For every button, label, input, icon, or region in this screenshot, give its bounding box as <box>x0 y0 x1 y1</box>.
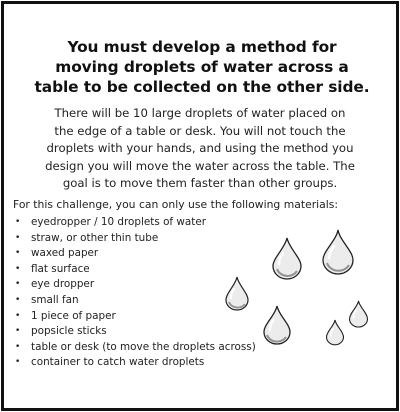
bullet-icon: • <box>15 248 21 259</box>
bullet-icon: • <box>15 263 21 274</box>
bullet-icon: • <box>15 279 21 290</box>
bullet-icon: • <box>15 357 21 368</box>
title-line: table to be collected on the other side. <box>34 78 370 96</box>
material-label: eyedropper / 10 droplets of water <box>31 216 207 228</box>
description-line: There will be 10 large droplets of water placed on <box>54 106 346 120</box>
material-item <box>11 231 256 247</box>
material-item <box>11 277 256 293</box>
material-label: small fan <box>31 293 79 306</box>
material-item <box>11 293 256 309</box>
bullet-icon: • <box>15 341 21 352</box>
material-label: straw, or other thin tube <box>31 231 159 244</box>
material-item <box>11 262 256 278</box>
water-droplet-icon <box>325 319 345 346</box>
bullet-icon: • <box>15 217 21 227</box>
description-line: design you will move the water across the table. The <box>45 158 355 173</box>
description-line: goal is to move them faster than other groups. <box>62 176 338 191</box>
water-droplet-icon <box>224 276 250 311</box>
water-droplet-icon <box>321 229 355 275</box>
challenge-card <box>1 1 399 411</box>
challenge-description <box>10 105 390 193</box>
challenge-title <box>14 37 390 97</box>
bullet-icon: • <box>15 294 21 305</box>
material-label: container to catch water droplets <box>31 356 205 369</box>
materials-list <box>11 215 256 371</box>
bullet-icon: • <box>15 232 21 243</box>
material-label: eye dropper <box>31 278 95 291</box>
material-item <box>11 246 256 262</box>
material-label: popsicle sticks <box>31 325 107 338</box>
material-item <box>11 215 256 231</box>
water-droplet-icon <box>262 305 292 345</box>
material-label: flat surface <box>31 262 90 275</box>
material-label: 1 piece of paper <box>31 309 116 322</box>
materials-intro: For this challenge, you can only use the following materials: <box>13 198 339 211</box>
material-item <box>11 309 256 325</box>
material-label: waxed paper <box>31 247 99 260</box>
description-line: the edge of a table or desk. You will not touch the <box>54 123 346 138</box>
material-item <box>11 340 256 356</box>
title-line: moving droplets of water across a <box>55 58 349 76</box>
bullet-icon: • <box>15 310 21 321</box>
material-item <box>11 324 256 340</box>
description-line: droplets with your hands, and using the method you <box>46 141 354 156</box>
material-item <box>11 355 256 371</box>
water-droplet-icon <box>271 237 303 280</box>
material-label: table or desk (to move the droplets across) <box>31 340 256 353</box>
bullet-icon: • <box>15 326 21 337</box>
water-droplet-icon <box>348 300 369 328</box>
title-line: You must develop a method for <box>67 38 337 56</box>
